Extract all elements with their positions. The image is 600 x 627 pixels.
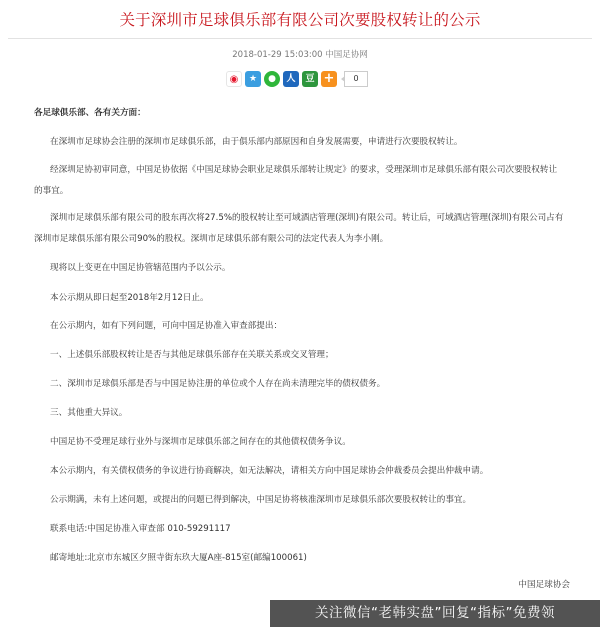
weibo-icon[interactable]: ◉ xyxy=(226,71,242,87)
paragraph-1: 在深圳市足球协会注册的深圳市足球俱乐部，由于俱乐部内部原因和自身发展需要，申请进行次要股权转让。 xyxy=(50,137,463,147)
share-bar xyxy=(226,70,368,88)
article-meta: 2018-01-29 15:03:00 中国足协网 xyxy=(232,50,368,60)
article-title: 关于深圳市足球俱乐部有限公司次要股权转让的公示 xyxy=(119,11,481,29)
salutation: 各足球俱乐部、各有关方面： xyxy=(34,108,146,118)
paragraph-3: 深圳市足球俱乐部有限公司的股东再次将27.5%的股权转让至可域酒店管理(深圳)有限公司。转让后，可域酒店管理(深圳)有限公司占有深圳市足球俱乐部有限公司90%的股权。深圳市足球俱乐部有限公司的法定代表人为李小刚。 xyxy=(34,213,564,244)
watermark-banner: 关注微信“老韩实盘”回复“指标”免费领 xyxy=(270,600,600,627)
signature: 中国足球协会 xyxy=(518,580,570,590)
paragraph-6: 在公示期内，如有下列问题，可向中国足协准入审查部提出： xyxy=(50,321,283,331)
paragraph-4: 现将以上变更在中国足协管辖范围内予以公示。 xyxy=(50,263,231,273)
douban-icon[interactable]: 豆 xyxy=(302,71,318,87)
paragraph-5: 本公示期从即日起至2018年2月12日止。 xyxy=(50,293,209,303)
more-icon[interactable]: + xyxy=(321,71,337,87)
renren-icon[interactable]: 人 xyxy=(283,71,299,87)
qzone-icon[interactable]: ★ xyxy=(245,71,261,87)
wechat-icon[interactable]: ● xyxy=(264,71,280,87)
paragraph-8: 二、深圳市足球俱乐部是否与中国足协注册的单位或个人存在尚未清理完毕的债权债务。 xyxy=(50,379,386,389)
title-divider xyxy=(8,38,592,39)
contact-phone: 联系电话:中国足协准入审查部 010-59291117 xyxy=(50,524,231,534)
mailing-address: 邮寄地址:北京市东城区夕照寺街东玖大厦A座-815室(邮编100061) xyxy=(50,553,307,563)
paragraph-10: 中国足协不受理足球行业外与深圳市足球俱乐部之间存在的其他债权债务争议。 xyxy=(50,437,351,447)
paragraph-9: 三、其他重大异议。 xyxy=(50,408,128,418)
paragraph-2: 经深圳足协初审同意，中国足协依据《中国足球协会职业足球俱乐部转让规定》的要求，受理深圳市足球俱乐部有限公司次要股权转让的事宜。 xyxy=(34,165,558,196)
share-count: 0 xyxy=(344,71,368,87)
paragraph-11: 本公示期内，有关债权债务的争议进行协商解决，如无法解决，请相关方向中国足球协会仲裁委员会提出仲裁申请。 xyxy=(50,466,489,476)
paragraph-7: 一、上述俱乐部股权转让是否与其他足球俱乐部存在关联关系或交叉管理； xyxy=(50,350,334,360)
paragraph-12: 公示期满，未有上述问题，或提出的问题已得到解决，中国足协将核准深圳市足球俱乐部次要股权转让的事宜。 xyxy=(50,495,472,505)
